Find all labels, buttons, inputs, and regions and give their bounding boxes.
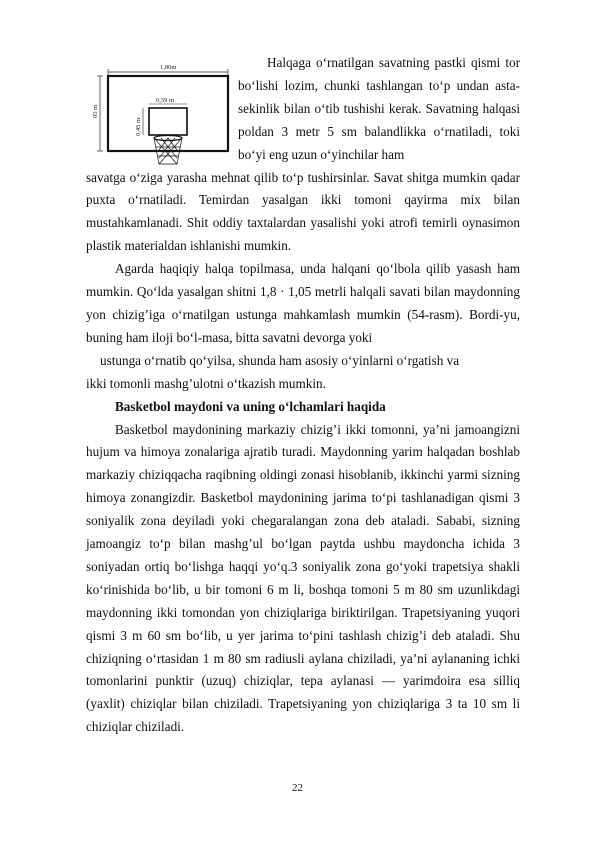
width-label: 1,80m bbox=[160, 64, 177, 71]
height-label: 0,45 m bbox=[135, 117, 142, 136]
page-number: 22 bbox=[292, 782, 303, 794]
paragraph-homemade-hoop-end: ikki tomonli mashg’ulotni o‘tkazish mumkin. bbox=[86, 375, 326, 391]
paragraph-homemade-hoop: Agarda haqiqiy halqa topilmasa, unda halqani qo‘lbola qilib yasash ham mumkin. Qo‘lda yasalgan shitni 1,8 · 1,05 metrli halqali savati bilan maydonning yon chizig’iga o‘rnatilgan ustunga mahkamlash mumkin (54-rasm). Bordi-yu, buning ham iloji bo‘l-masa, bitta savatni devorga yoki bbox=[86, 261, 520, 345]
side-label: 05 m bbox=[92, 104, 99, 118]
paragraph-intro-narrow: Halqaga o‘rnatilgan savatning pastki qismi tor bo‘lishi lozim, chunki tashlangan to‘p undan asta-sekinlik bilan o‘tib tushishi kerak. Savatning halqasi poldan 3 metr 5 sm balandlikka o‘rnatiladi, toki bo‘yi eng uzun o‘yinchilar ham bbox=[238, 55, 520, 162]
paragraph-homemade-hoop-cont: ustunga o‘rnatib qo‘yilsa, shunda ham asosiy o‘yinlarni o‘rgatish va bbox=[100, 352, 460, 368]
inner-width-label: 0,59 m bbox=[156, 97, 175, 104]
paragraph-intro-continued: savatga o‘ziga yarasha mehnat qilib to‘p tushirsinlar. Savat shitga mumkin qadar puxta o‘rnatiladi. Temirdan yasalgan ikki tomoni qayirma mix bilan mustahkamlanadi. Shit oddiy taxtalardan yasalishi yoki atrofi temirli oynasimon plastik materialdan ishlanishi mumkin. bbox=[86, 169, 520, 254]
body-text bbox=[86, 52, 520, 739]
section-heading: Basketbol maydoni va uning o‘lchamlari haqida bbox=[115, 398, 386, 414]
paragraph-court-zones: Basketbol maydonining markaziy chizig’i ikki tomonni, ya’ni jamoangizni hujum va himoya zonalariga ajratib turadi. Maydonning yarim halqadan boshlab markaziy chiziqqacha raqibning oldingi zonasi hisoblanib, ikkinchi yarmi sizning himoya zonangizdir. Basketbol maydonining jarima to‘pi tashlanadigan qismi 3 soniyalik zona deyiladi yoki chegaralangan zona deb ataladi. Sababi, sizning jamoangiz to‘p bilan mashg’ul bo‘lgan paytda ushbu maydoncha ichida 3 soniyadan ortiq bo‘lishga haqqi yo‘q.3 soniyalik zona go‘yoki trapetsiya shakli ko‘rinishida bo‘lib, u bir tomoni 6 m li, boshqa tomoni 5 m 80 sm uzunlikdagi maydonning ikki tomondan yon chiziqlariga biriktirilgan. Trapetsiyaning yuqori qismi 3 m 60 sm bo‘lib, u yer jarima to‘pini tashlash chizig’i deb ataladi. Shu chiziqning o‘rtasidan 1 m 80 sm radiusli aylana chiziladi, ya’ni aylananing ichki tomonlarini punktir (uzuq) chiziqlar, tepa aylanasi — yarimdoira esa silliq (yaxlit) chiziqlar bilan chiziladi. Trapetsiyaning yon chiziqlariga 3 ta 10 sm li chiziqlar chiziladi. bbox=[86, 421, 520, 735]
